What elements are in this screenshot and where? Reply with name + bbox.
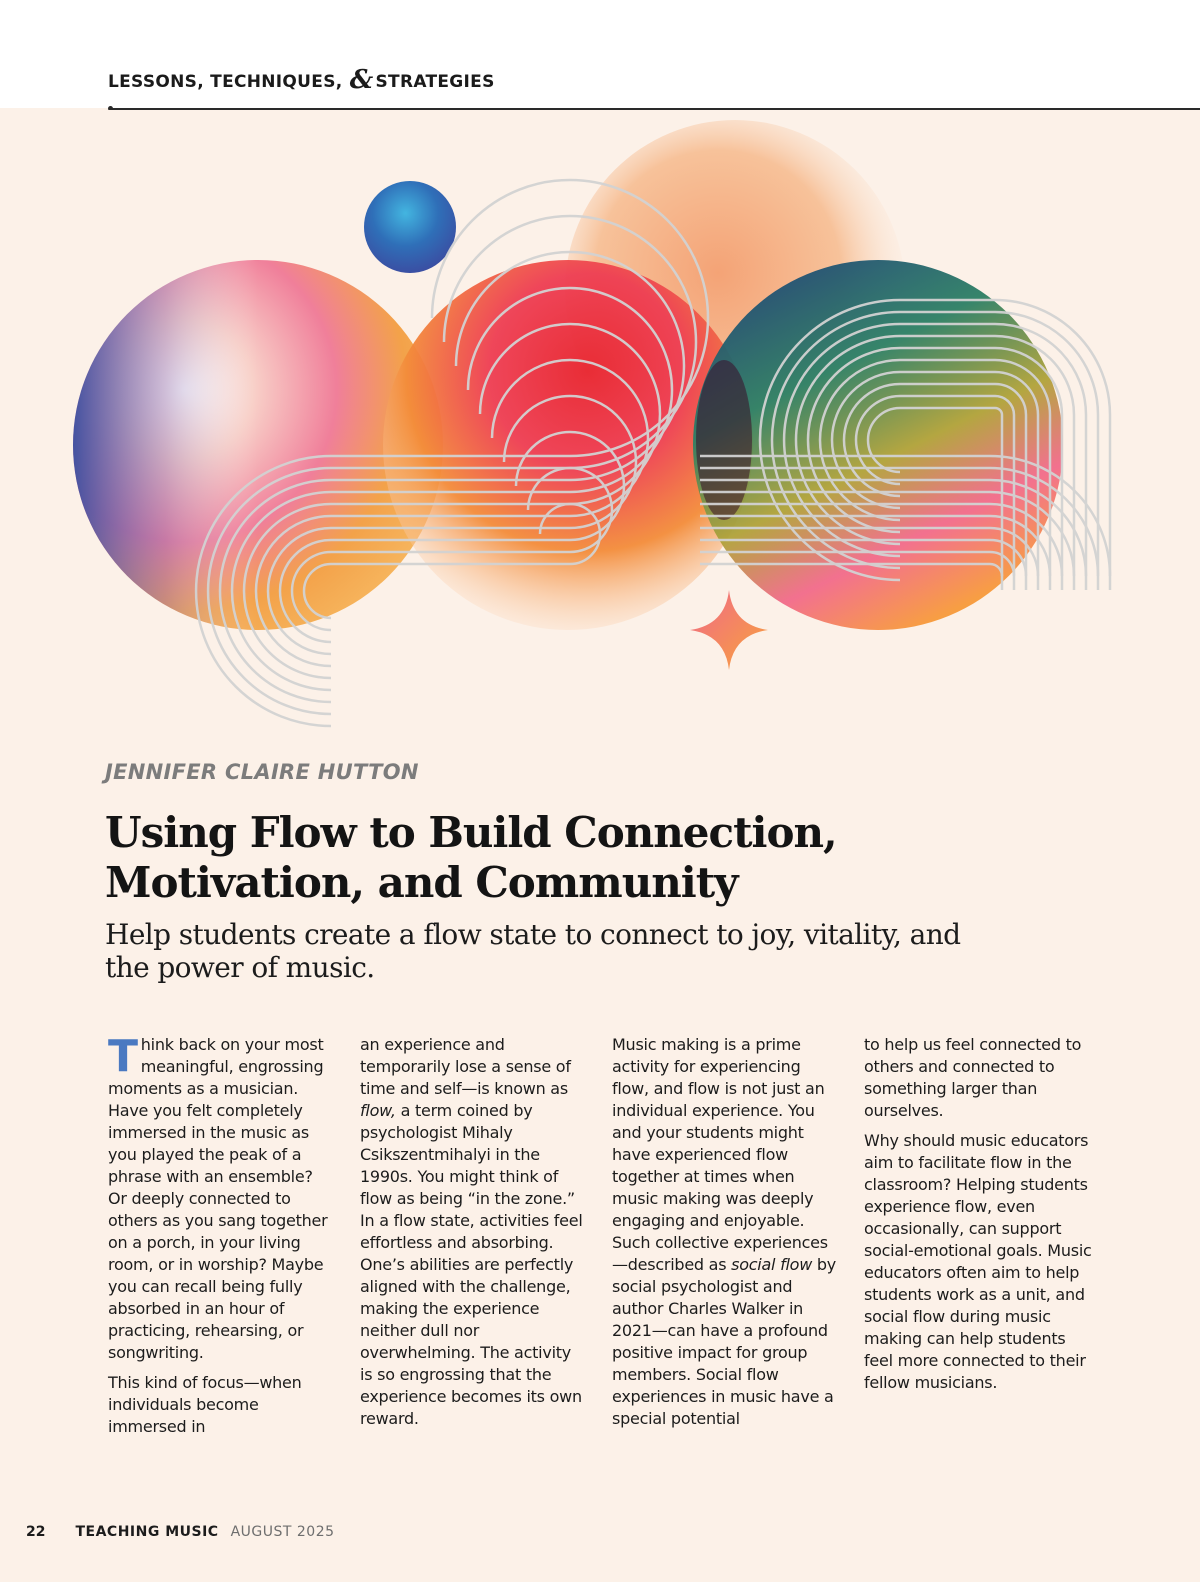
magazine-name: TEACHING MUSIC bbox=[75, 1524, 219, 1540]
paragraph: to help us feel connected to others and connected to something larger than ourselves. bbox=[864, 1035, 1082, 1120]
author-byline: JENNIFER CLAIRE HUTTON bbox=[105, 760, 419, 784]
paragraph-text: a term coined by psychologist Mihaly Csikszentmihalyi in the 1990s. You might think of flow as being “in the zone.” In a flow state, activities feel effortless and absorbing. One’s abilities are perfectly aligned with the challenge, making the experience neither dull nor overwhelming. The activity is so engrossing that the experience becomes its own reward. bbox=[360, 1101, 583, 1428]
hero-illustration bbox=[0, 110, 1200, 750]
emphasis-term: social flow bbox=[731, 1255, 813, 1274]
ampersand-glyph: & bbox=[349, 65, 374, 95]
paragraph: Why should music educators aim to facilitate flow in the classroom? Helping students experience flow, even occasionally, can support social-emotional goals. Music educators often aim to help students work as a unit, and social flow during music making can help students feel more connected to their fellow musicians. bbox=[864, 1131, 1092, 1392]
article-subtitle: Help students create a flow state to connect to joy, vitality, and the power of music. bbox=[105, 918, 961, 984]
circle-overlap-shadow bbox=[696, 360, 752, 520]
paragraph-text: hink back on your most meaningful, engrossing moments as a musician. Have you felt completely immersed in the music as you played the peak of a phrase with an ensemble? Or deeply connected to others as you sang together on a porch, in your living room, or in worship? Maybe you can recall being fully absorbed in an hour of practicing, rehearsing, or songwriting. bbox=[108, 1035, 328, 1362]
page-number: 22 bbox=[26, 1524, 46, 1540]
emphasis-term: flow, bbox=[360, 1101, 396, 1120]
paragraph bbox=[612, 1034, 840, 1430]
page-footer bbox=[26, 1524, 335, 1540]
paragraph bbox=[360, 1034, 588, 1430]
paragraph: This kind of focus—when individuals become immersed in bbox=[108, 1373, 302, 1436]
section-label bbox=[108, 64, 495, 94]
section-label-part1: LESSONS, TECHNIQUES, bbox=[108, 72, 343, 92]
section-label-part2: STRATEGIES bbox=[375, 72, 495, 92]
paragraph bbox=[108, 1031, 336, 1364]
paragraph-text: an experience and temporarily lose a sense of time and self—is known as bbox=[360, 1035, 571, 1098]
issue-date: AUGUST 2025 bbox=[230, 1524, 335, 1540]
paragraph-text: by social psychologist and author Charles Walker in 2021—can have a profound positive impact for group members. Social flow experiences in music have a special potential bbox=[612, 1255, 836, 1428]
text-column-4 bbox=[864, 1034, 1092, 1402]
paragraph-text: Music making is a prime activity for experiencing flow, and flow is not just an individual experience. You and your students might have experienced flow together at times when music making was deeply engaging and enjoyable. Such collective experiences—described as bbox=[612, 1035, 828, 1274]
drop-cap: T bbox=[108, 1031, 138, 1082]
text-column-3 bbox=[612, 1034, 840, 1438]
article-title: Using Flow to Build Connection, Motivation, and Community bbox=[105, 808, 837, 907]
text-column-1 bbox=[108, 1031, 336, 1446]
small-blue-circle bbox=[364, 181, 456, 273]
text-column-2 bbox=[360, 1034, 588, 1438]
